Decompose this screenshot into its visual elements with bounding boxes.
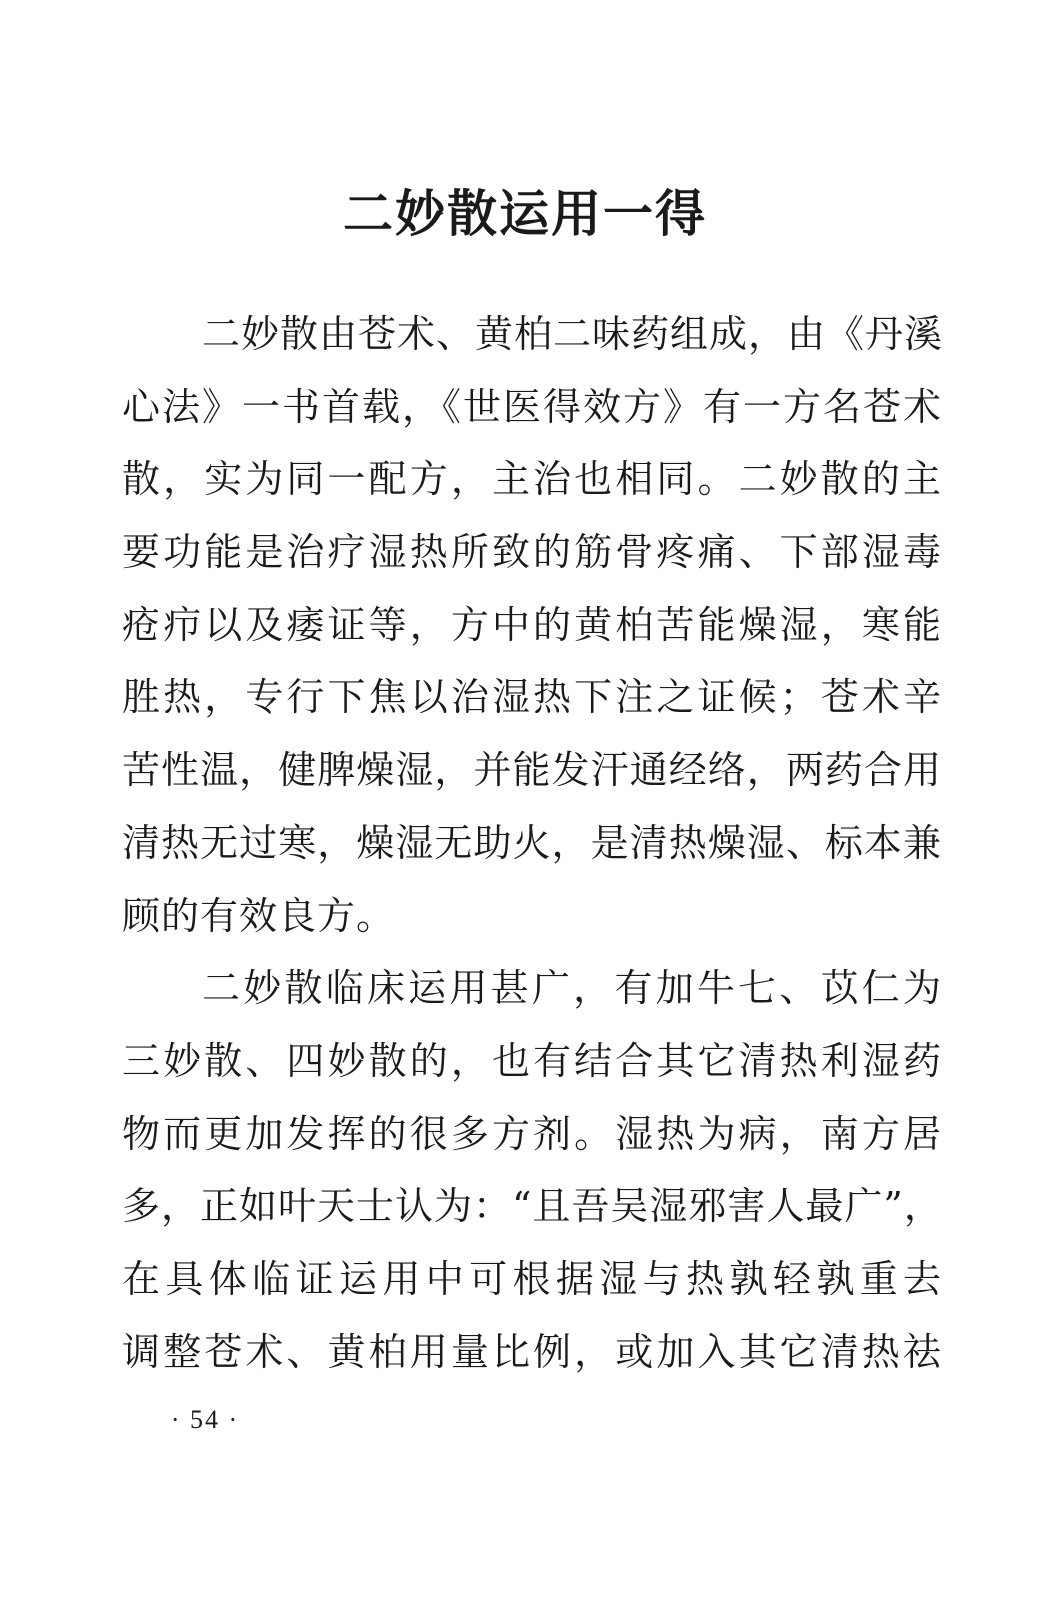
paragraph-1-line-4: 要功能是治疗湿热所致的筋骨疼痛、下部湿毒 xyxy=(122,530,942,575)
paragraph-1-line-2: 心法》一书首载，《世医得效方》有一方名苍术 xyxy=(122,384,942,429)
page-number: · 54 · xyxy=(170,1405,240,1434)
paragraph-1-line-7: 苦性温，健脾燥湿，并能发汗通经络，两药合用 xyxy=(122,748,942,793)
paragraph-1-line-3: 散，实为同一配方，主治也相同。二妙散的主 xyxy=(122,457,942,502)
paragraph-1-line-1: 二妙散由苍术、黄柏二味药组成，由《丹溪 xyxy=(202,312,944,356)
paragraph-2-line-5: 在具体临证运用中可根据湿与热孰轻孰重去 xyxy=(122,1256,942,1301)
paragraph-2-line-6: 调整苍术、黄柏用量比例，或加入其它清热祛 xyxy=(122,1329,942,1374)
paragraph-1-line-9: 顾的有效良方。 xyxy=(122,893,396,938)
paragraph-2-line-3: 物而更加发挥的很多方剂。湿热为病，南方居 xyxy=(122,1111,942,1156)
page-title: 二妙散运用一得 xyxy=(343,184,707,243)
paragraph-1-line-8: 清热无过寒，燥湿无助火，是清热燥湿、标本兼 xyxy=(122,820,942,865)
paragraph-2-line-1: 二妙散临床运用甚广，有加牛七、苡仁为 xyxy=(202,966,942,1011)
paragraph-1-line-5: 疮疖以及痿证等，方中的黄柏苦能燥湿，寒能 xyxy=(122,602,942,647)
paragraph-2-line-2: 三妙散、四妙散的，也有结合其它清热利湿药 xyxy=(122,1038,942,1083)
body-text xyxy=(122,298,942,1388)
paragraph-1-line-6: 胜热，专行下焦以治湿热下注之证候；苍术辛 xyxy=(122,675,942,720)
paragraph-2-line-4: 多，正如叶天士认为：“且吾吴湿邪害人最广”， xyxy=(122,1184,943,1229)
